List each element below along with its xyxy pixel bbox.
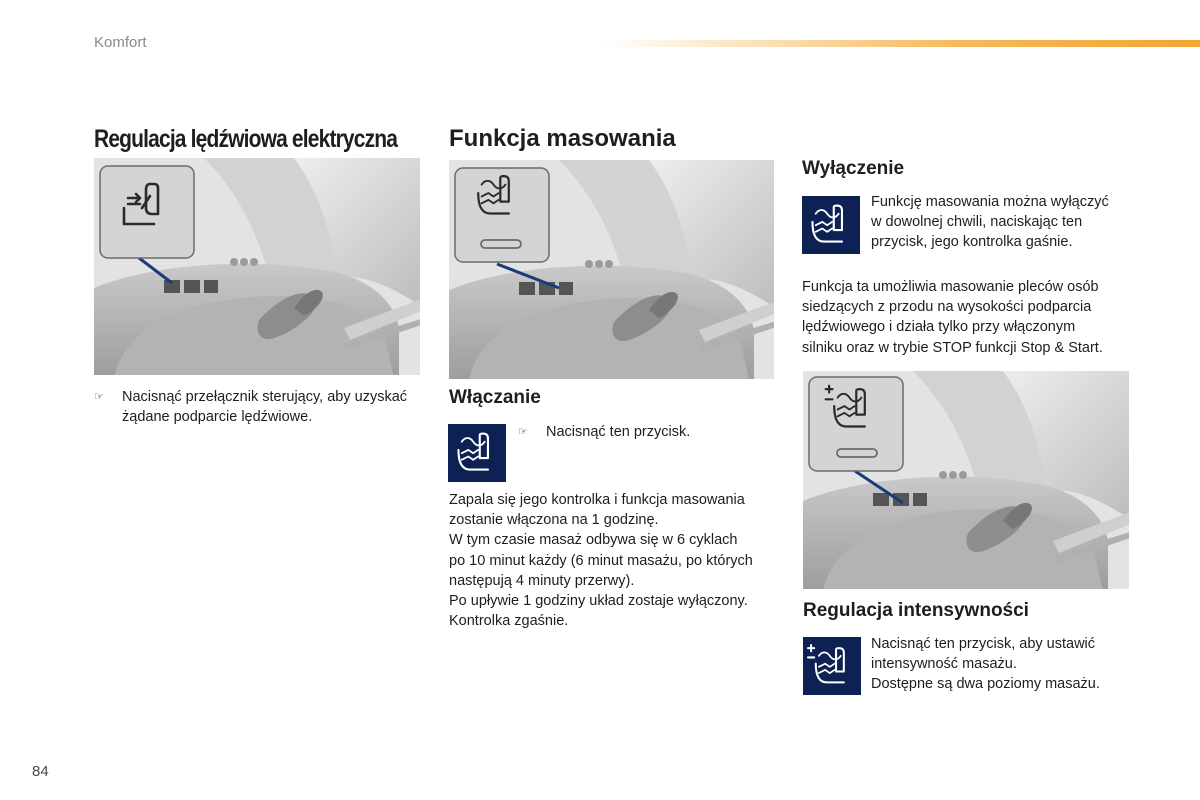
seat-massage-intensity-icon xyxy=(808,645,844,682)
massage-on-button xyxy=(448,424,506,482)
massage-info-line: siedzących z przodu na wysokości podparcia xyxy=(802,299,1092,316)
massage-off-line: Funkcję masowania można wyłączyć xyxy=(871,194,1109,210)
seat-massage-icon xyxy=(812,206,842,242)
lumbar-photo xyxy=(94,158,420,375)
massage-on-line: po 10 minut każdy (6 minut masażu, po których xyxy=(449,552,753,569)
intensity-description xyxy=(871,634,1171,695)
massage-info xyxy=(802,277,1162,358)
massage-info-line: lędźwiowego i działa tylko przy włączonym xyxy=(802,319,1076,336)
section-label: Komfort xyxy=(94,34,147,51)
lumbar-title: Regulacja lędźwiowa elektryczna xyxy=(94,125,398,153)
massage-off-description xyxy=(871,192,1171,253)
massage-on-line: W tym czasie masaż odbywa się w 6 cyklach xyxy=(449,532,738,549)
massage-on-instruction xyxy=(518,422,768,442)
massage-on-title: Włączanie xyxy=(449,387,541,408)
header-accent-bar xyxy=(600,40,1200,47)
bullet-mark: ☞ xyxy=(94,391,104,403)
massage-on-line: zostanie włączona na 1 godzinę. xyxy=(449,512,659,529)
intensity-photo xyxy=(803,371,1129,589)
massage-on-instruction-text: Nacisnąć ten przycisk. xyxy=(546,424,691,440)
intensity-line: Nacisnąć ten przycisk, aby ustawić xyxy=(871,636,1096,652)
lumbar-instruction-text: Nacisnąć przełącznik sterujący, aby uzyskać żądane podparcie lędźwiowe. xyxy=(122,389,408,426)
massage-info-line: silniku oraz w trybie STOP funkcji Stop & Start. xyxy=(802,339,1103,356)
massage-on-line: Kontrolka zgaśnie. xyxy=(449,613,569,630)
intensity-button xyxy=(803,637,861,695)
massage-info-line: Funkcja ta umożliwia masowanie pleców osób xyxy=(802,279,1099,295)
seat-massage-icon xyxy=(458,434,488,470)
intensity-line: Dostępne są dwa poziomy masażu. xyxy=(871,676,1100,693)
massage-on-line: następują 4 minuty przerwy). xyxy=(449,572,635,589)
massage-on-description xyxy=(449,490,779,631)
intensity-line: intensywność masażu. xyxy=(871,656,1017,673)
bullet-mark: ☞ xyxy=(518,426,528,438)
massage-off-button xyxy=(802,196,860,254)
lumbar-instruction xyxy=(94,387,414,427)
page-number: 84 xyxy=(32,763,49,780)
massage-on-line: Zapala się jego kontrolka i funkcja masowania xyxy=(449,492,745,508)
massage-off-title: Wyłączenie xyxy=(802,158,905,179)
massage-photo xyxy=(449,160,774,379)
massage-on-line: Po upływie 1 godziny układ zostaje wyłączony. xyxy=(449,593,748,610)
massage-title: Funkcja masowania xyxy=(449,125,676,152)
intensity-title: Regulacja intensywności xyxy=(803,600,1029,621)
massage-off-line: przycisk, jego kontrolka gaśnie. xyxy=(871,234,1073,251)
massage-off-line: w dowolnej chwili, naciskając ten xyxy=(871,214,1083,231)
